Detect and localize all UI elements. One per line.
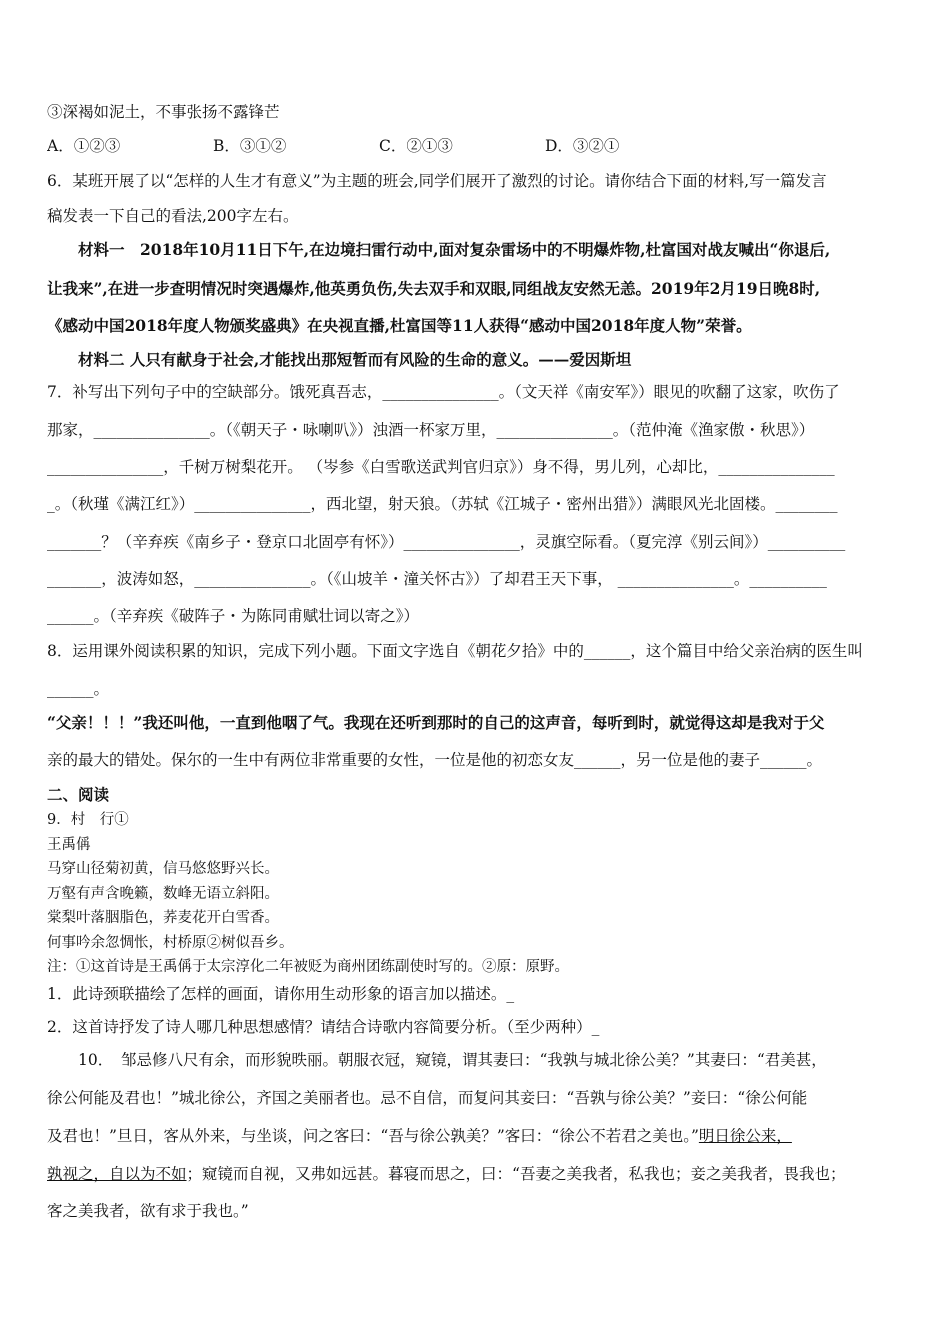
option-d: D．③②① (545, 137, 620, 155)
q10-line4 (47, 1164, 905, 1184)
q9-title: 9．村 行① (47, 812, 129, 828)
q7-line2: 那家，_______________。（《朝天子・咏喇叭》）浊酒一杯家万里，_______________。（范仲淹《渔家傲・秋思》） (47, 421, 815, 439)
q10-line3 (47, 1126, 905, 1146)
section-heading: 二、阅读 (47, 785, 110, 804)
q9-poem-line3: 棠梨叶落胭脂色，荞麦花开白雪香。 (47, 910, 279, 926)
q7-line3: _______________，千树万树梨花开。 （岑参《白雪歌送武判官归京》）身不得，男儿列，心却比，_______________ (47, 458, 835, 476)
q9-subquestion-1: 1．此诗颈联描绘了怎样的画面，请你用生动形象的语言加以描述。_ (47, 985, 515, 1003)
q9-poem-line1: 马穿山径菊初黄，信马悠悠野兴长。 (47, 861, 279, 877)
q10-line1: 10． 邹忌修八尺有余，而形貌昳丽。朝服衣冠，窥镜，谓其妻曰：“我孰与城北徐公美？”其妻曰：“君美甚， (78, 1051, 827, 1069)
q9-author: 王禹偁 (47, 837, 91, 853)
q6-line2: 稿发表一下自己的看法,200字左右。 (47, 207, 299, 225)
q8-quote-line2: 亲的最大的错处。保尔的一生中有两位非常重要的女性，一位是他的初恋女友______，另一位是他的妻子______。 (47, 751, 823, 769)
q5-item3: ③深褐如泥土，不事张扬不露锋芒 (47, 103, 280, 121)
q10-line3-text: 及君也！”旦日，客从外来，与坐谈，问之客曰：“吾与徐公孰美？”客曰：“徐公不若君之美也。” (47, 1127, 699, 1145)
q5-options (47, 136, 905, 156)
q6-material1-line3: 《感动中国2018年度人物颁奖盛典》在央视直播,杜富国等11人获得“感动中国2018年度人物”荣誉。 (47, 316, 752, 335)
q9-subquestion-2: 2．这首诗抒发了诗人哪几种思想感情？请结合诗歌内容简要分析。（至少两种）_ (47, 1018, 600, 1036)
q9-poem-line2: 万壑有声含晚籁，数峰无语立斜阳。 (47, 886, 279, 902)
q8-quote-line1: “父亲！！！”我还叫他，一直到他咽了气。我现在还听到那时的自己的这声音，每听到时，就觉得这却是我对于父 (47, 713, 825, 732)
option-a: A．①②③ (47, 137, 121, 155)
q7-line6: _______，波涛如怒，_______________。（《山坡羊・潼关怀古》）了却君王天下事， _______________。__________ (47, 570, 827, 588)
q8-line2: ______。 (47, 680, 110, 698)
q7-line1: 7．补写出下列句子中的空缺部分。饿死真吾志，_______________。（文天祥《南安军》）眼见的吹翻了这家，吹伤了 (47, 383, 840, 401)
q6-material1-line1: 材料一 2018年10月11日下午,在边境扫雷行动中,面对复杂雷场中的不明爆炸物,杜富国对战友喊出“你退后, (78, 240, 831, 259)
q8-line1: 8．运用课外阅读积累的知识，完成下列小题。下面文字选自《朝花夕拾》中的______，这个篇目中给父亲治病的医生叫 (47, 642, 863, 660)
q10-line2: 徐公何能及君也！”城北徐公，齐国之美丽者也。忌不自信，而复问其妾曰：“吾孰与徐公美？”妾曰：“徐公何能 (47, 1089, 808, 1107)
q6-material1-line2: 让我来”,在进一步查明情况时突遇爆炸,他英勇负伤,失去双手和双眼,同组战友安然无恙。2019年2月19日晚8时, (47, 279, 821, 298)
q10-line5: 客之美我者，欲有求于我也。” (47, 1202, 249, 1220)
q10-underlined-phrase-2: 孰视之，自以为不如 (47, 1165, 187, 1183)
q7-line7: ______。（辛弃疾《破阵子・为陈同甫赋壮词以寄之》） (47, 607, 420, 625)
q9-poem-line4: 何事吟余忽惆怅，村桥原②树似吾乡。 (47, 935, 294, 951)
q6-line1: 6．某班开展了以“怎样的人生才有意义”为主题的班会,同学们展开了激烈的讨论。请你结合下面的材料,写一篇发言 (47, 172, 827, 190)
option-c: C．②①③ (379, 137, 453, 155)
q10-line4-text: ；窥镜而自视，又弗如远甚。暮寝而思之，曰：“吾妻之美我者，私我也；妾之美我者，畏我也； (186, 1165, 846, 1183)
q10-underlined-phrase-1: 明日徐公来， (698, 1127, 792, 1145)
q9-note: 注：①这首诗是王禹偁于太宗淳化二年被贬为商州团练副使时写的。②原：原野。 (47, 959, 569, 975)
q7-line4: _。（秋瑾《满江红》）_______________，西北望，射天狼。（苏轼《江城子・密州出猎》）满眼风光北固楼。________ (47, 495, 838, 513)
option-b: B．③①② (213, 137, 287, 155)
q6-material2: 材料二 人只有献身于社会,才能找出那短暂而有风险的生命的意义。——爱因斯坦 (78, 350, 632, 369)
q7-line5: _______？（辛弃疾《南乡子・登京口北固亭有怀》）_______________，灵旗空际看。（夏完淳《别云间》）__________ (47, 533, 846, 551)
